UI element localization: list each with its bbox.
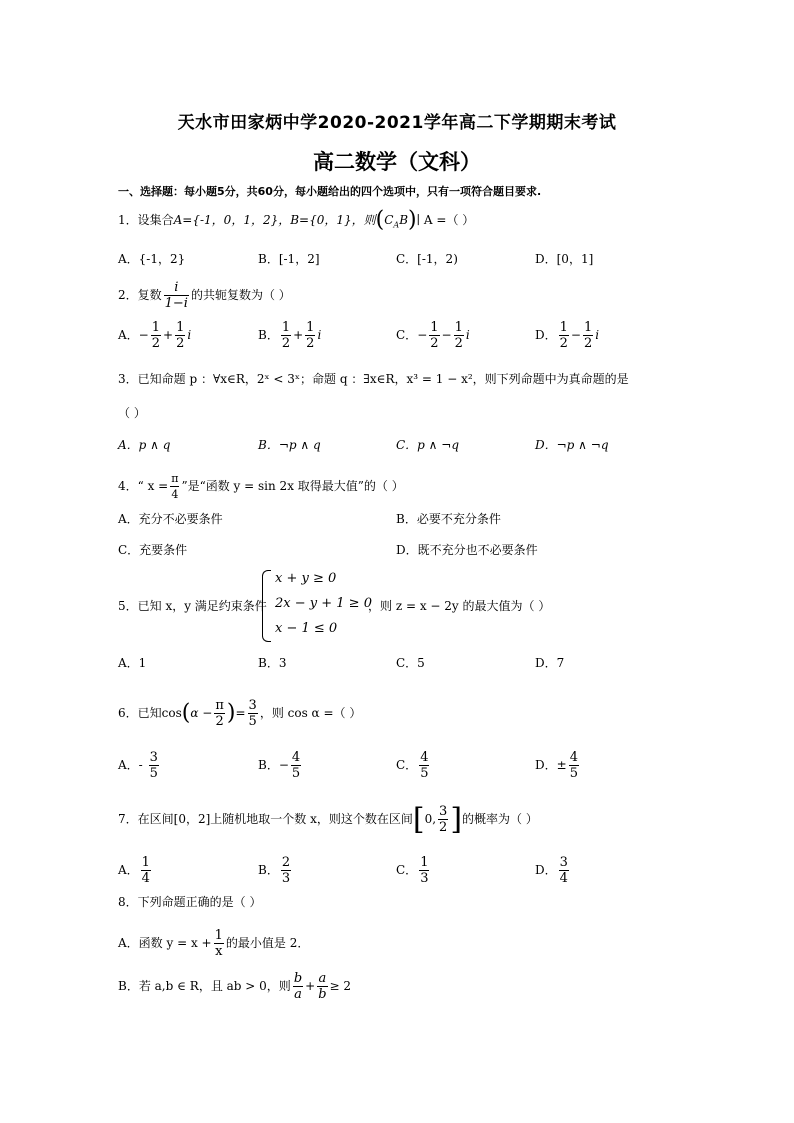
q1-option-b: B．[-1，2] [258,252,320,266]
q6-option-c: C． $\frac{4}{5}$ [396,750,429,781]
constraint-1: x + y ≥ 0 [275,571,337,586]
q2-option-c: C．− $\frac{1}{2}$ − $\frac{1}{2}$ i [396,320,470,351]
q1-option-a: A．{-1，2} [118,252,186,266]
q4-option-d: D．既不充分也不必要条件 [396,543,538,557]
question-5-stem-prefix: 5．已知 x，y 满足约束条件 [118,599,267,613]
q8-option-a: A．函数 y = x + $\frac{1}{x}$ 的最小值是 2． [118,928,310,959]
q1-option-c: C．[-1，2) [396,252,458,266]
q1-option-d: D．[0，1] [535,252,594,266]
q2-option-a: A．− $\frac{1}{2}$ + $\frac{1}{2}$ i [118,320,192,351]
q7-option-c: C． $\frac{1}{3}$ [396,855,429,886]
q3-option-a: A．p ∧ q [118,438,171,452]
q4-option-c: C．充要条件 [118,543,188,557]
q6-option-d: D．± $\frac{4}{5}$ [535,750,578,781]
q8-option-b: B．若 a,b ∈ R，且 ab > 0，则 $\frac{b}{a}$ + $\frac{a}{b}$ ≥ 2 [118,971,352,1002]
q3-option-b: B．¬p ∧ q [258,438,321,452]
q2-option-b: B． $\frac{1}{2}$ + $\frac{1}{2}$ i [258,320,322,351]
section-heading: 一、选择题：每小题5分，共60分，每小题给出的四个选项中，只有一项符合题目要求. [118,185,542,198]
q5-option-c: C．5 [396,656,425,670]
exam-subtitle: 高二数学（文科） [313,150,481,174]
constraint-brace [262,570,271,642]
question-4-stem: 4．“ x = $\frac{\pi}{4}$ ”是“函数 y = sin 2x 取得最大值”的（ ） [118,472,404,501]
constraint-3: x − 1 ≤ 0 [275,621,338,636]
q7-option-a: A． $\frac{1}{4}$ [118,855,150,886]
question-1-stem: 1．设集合A={-1，0，1，2}，B={0，1}，则$(C_AB)∣$ A =（ ） [118,207,475,233]
q5-option-d: D．7 [535,656,565,670]
q5-option-a: A．1 [118,656,147,670]
question-8-stem: 8．下列命题正确的是（ ） [118,895,262,909]
q2-option-d: D． $\frac{1}{2}$ − $\frac{1}{2}$ i [535,320,600,351]
q4-option-b: B．必要不充分条件 [396,512,501,526]
q2-fraction: $\frac{i}{1-i}$ [164,280,188,311]
question-2-stem: 2．复数 $\frac{i}{1-i}$ 的共轭复数为（ ） [118,280,291,311]
q3-option-c: C．p ∧ ¬q [396,438,460,452]
question-7-stem: 7．在区间[0，2]上随机地取一个数 x，则这个数在区间[0, $\frac{3}{2}$ ]的概率为（ ） [118,801,538,837]
q4-option-a: A．充分不必要条件 [118,512,223,526]
constraint-2: 2x − y + 1 ≥ 0 [275,596,372,611]
q6-option-b: B．− $\frac{4}{5}$ [258,750,301,781]
q7-option-b: B． $\frac{2}{3}$ [258,855,291,886]
q7-option-d: D． $\frac{3}{4}$ [535,855,568,886]
q6-option-a: A．- $\frac{3}{5}$ [118,750,158,781]
question-5-stem-suffix: ，则 z = x − 2y 的最大值为（ ） [368,599,551,613]
q5-option-b: B．3 [258,656,287,670]
question-3-paren: （ ） [118,406,146,420]
exam-title: 天水市田家炳中学2020-2021学年高二下学期期末考试 [177,113,617,133]
question-3-stem: 3．已知命题 p ：∀x∈R，2ˣ < 3ˣ；命题 q ：∃x∈R，x³ = 1 − x²，则下列命题中为真命题的是 [118,372,629,386]
q3-option-d: D．¬p ∧ ¬q [535,438,609,452]
question-6-stem: 6．已知cos(α − $\frac{\pi}{2}$ )= $\frac{3}{5}$ ，则 cos α =（ ） [118,698,362,729]
